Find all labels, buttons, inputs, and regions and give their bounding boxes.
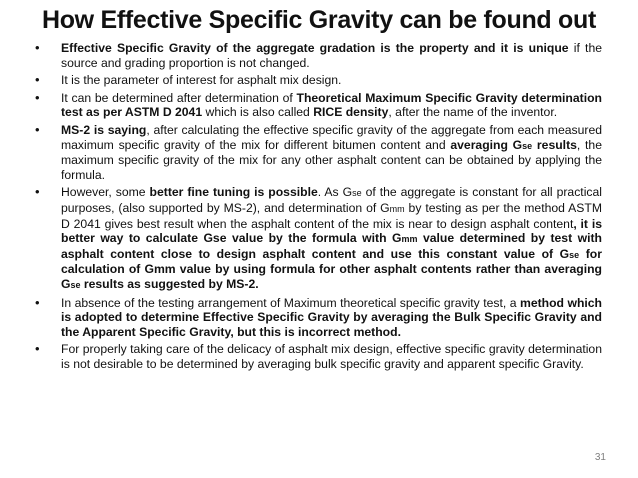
bullet-icon: • [35,40,40,55]
text: , after the name of the inventor. [388,105,558,120]
bullet-item [37,342,602,371]
subscript-text: se [522,140,533,151]
text: However, some [61,185,150,200]
slide-title: How Effective Specific Gravity can be found out [41,6,597,34]
bullet-list [37,41,602,374]
bullet-item [37,185,602,292]
bullet-icon: • [35,89,40,105]
bold-text: for calculation of Gmm value by using formula for other asphalt contents rather than averaging G [61,246,602,291]
bold-text: RICE density [313,105,389,120]
bullet-icon: • [35,184,40,200]
bold-text: MS-2 is saying [61,122,147,137]
bold-text: results as suggested by MS-2. [80,276,259,291]
bold-text: Effective Specific Gravity of the aggregate gradation is the property and it is unique [61,41,569,55]
bold-text: , it is better way to calculate Gse value by the formula with G [61,216,602,246]
bold-text: Theoretical Maximum Specific Gravity determination test as per ASTM D 2041 [61,90,602,120]
bold-text: better fine tuning is possible [149,185,318,200]
text: of the aggregate is constant for all practical purposes, (also supported by MS-2), and determination of G [61,185,602,215]
bullet-icon: • [35,72,40,88]
text: For properly taking care of the delicacy of asphalt mix design, effective specific gravity determination is not desirable to be determined by averaging bulk specific gravity and apparent specific Gravity. [61,342,602,371]
bullet-item [37,91,602,120]
bold-text: value determined by test with asphalt content close to design asphalt content and use this constant value of G [61,231,602,261]
text: . As G [317,185,353,200]
bullet-icon: • [35,121,40,137]
text: , after calculating the effective specific gravity of the aggregate from each measured maximum specific gravity of the mix for different bitumen content and [61,122,602,152]
subscript-text: se [352,188,362,199]
bold-text: averaging G [450,137,523,152]
text: It is the parameter of interest for asphalt mix design. [61,73,342,88]
bullet-item [37,296,602,340]
bullet-item [37,123,602,182]
text: which is also called [202,105,314,120]
bullet-icon: • [35,341,40,357]
text: if the source and grading proportion is not changed. [61,41,602,70]
bold-text: results [532,137,577,152]
page-number: 31 [594,452,606,463]
bullet-icon: • [35,294,40,310]
subscript-text: mm [401,234,418,245]
text: by testing as per the method ASTM D 2041 gives best result when the asphalt content of the mix is near to design asphalt content [61,200,603,231]
text: It can be determined after determination of [61,90,297,105]
subscript-text: mm [389,203,405,214]
subscript-text: se [569,249,580,260]
bold-text: method which is adopted to determine Effective Specific Gravity by averaging the Bulk Specific Gravity and the Apparent Specific Gravity, but this is incorrect method. [61,295,602,339]
bullet-item [37,73,602,88]
subscript-text: se [70,279,81,290]
bullet-item [37,41,602,70]
text: In absence of the testing arrangement of Maximum theoretical specific gravity test, a [61,295,520,310]
text: , the maximum specific gravity of the mix for any other asphalt content can be obtained by applying the formula. [61,137,602,182]
